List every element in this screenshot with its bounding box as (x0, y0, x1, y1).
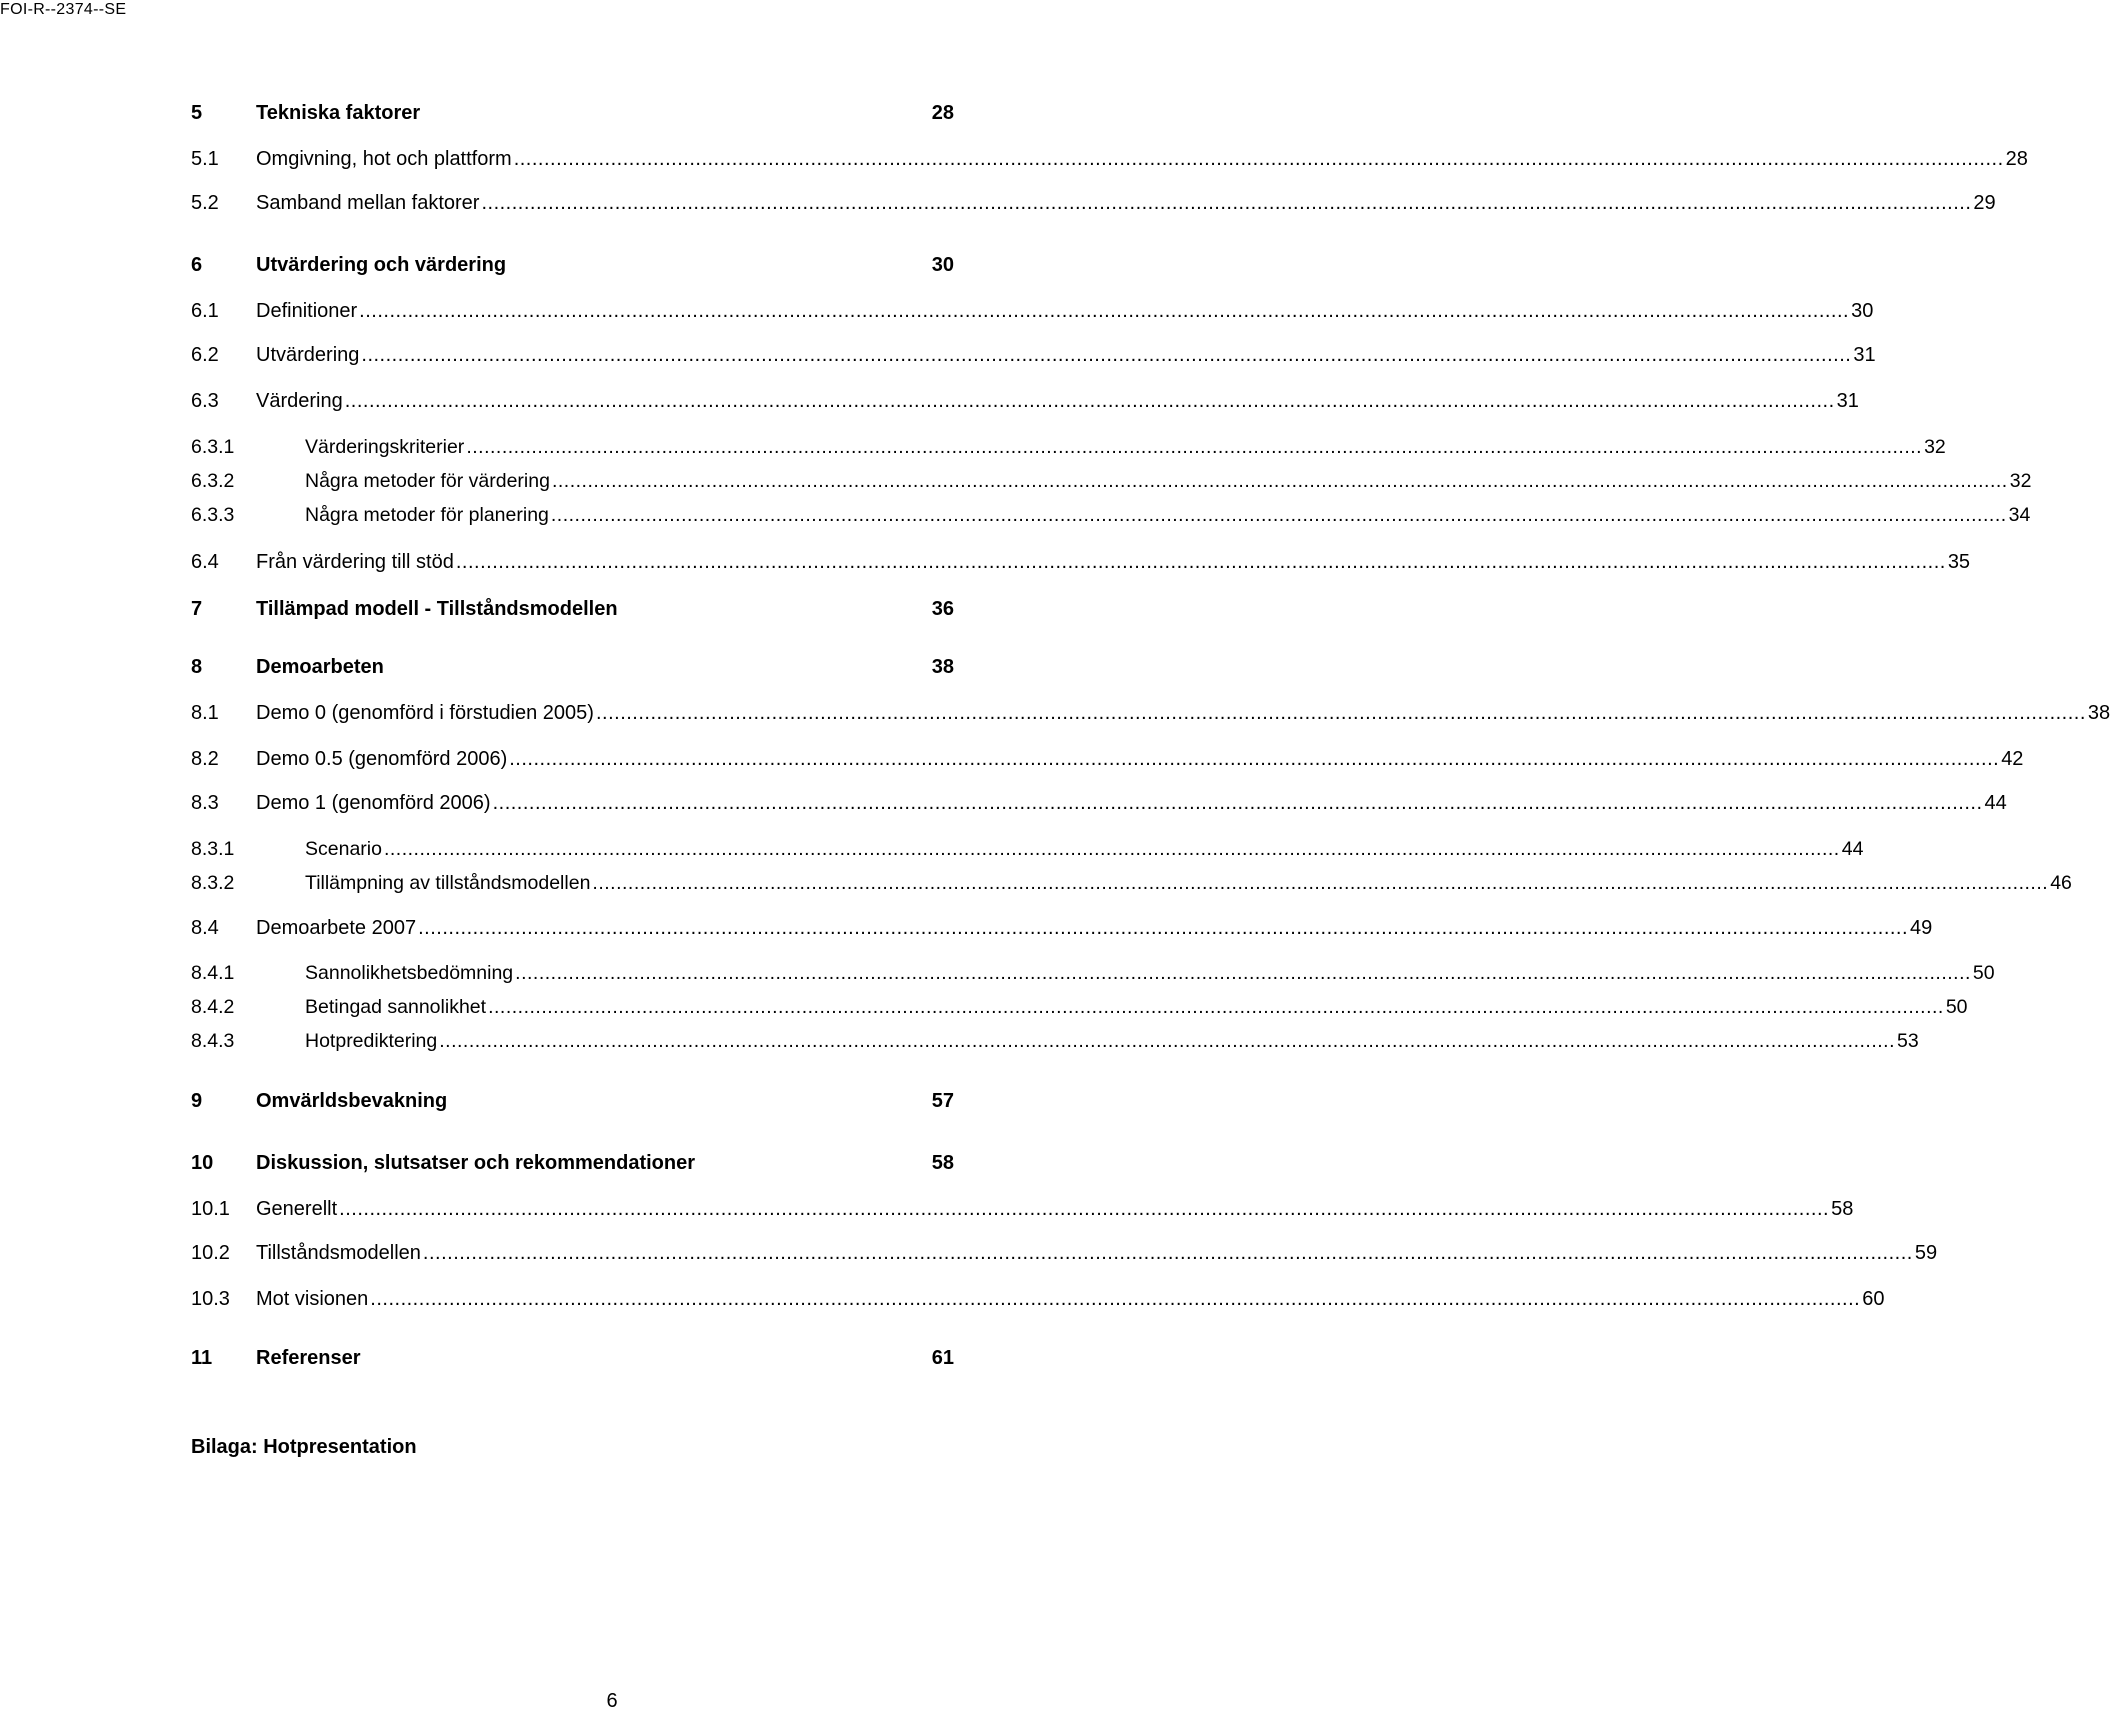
toc-dot-leader (515, 962, 1971, 985)
toc-entry-page: 42 (2001, 748, 2024, 770)
toc-entry-number: 6.1 (191, 300, 219, 322)
page-number: 6 (606, 1690, 618, 1712)
toc-entry-page: 53 (1897, 1030, 1919, 1052)
toc-entry[interactable] (191, 1288, 1885, 1318)
toc-entry-page: 44 (1841, 838, 1864, 860)
toc-entry-number: 8.4.2 (191, 996, 235, 1018)
toc-entry-page: 29 (1973, 192, 1996, 214)
toc-entry[interactable] (191, 1152, 954, 1182)
toc-dot-leader (481, 192, 1971, 215)
toc-entry[interactable] (191, 656, 954, 686)
toc-entry[interactable] (191, 390, 1859, 420)
toc-dot-leader (493, 792, 1983, 815)
toc-dot-leader (370, 1288, 1860, 1311)
toc-entry[interactable] (191, 551, 1971, 581)
toc-entry-number: 8.4.1 (191, 962, 235, 984)
toc-entry-number: 8.1 (191, 702, 219, 724)
toc-entry-page: 30 (931, 254, 954, 276)
toc-entry-number: 11 (191, 1347, 213, 1369)
toc-entry[interactable] (191, 598, 954, 628)
toc-entry-title: Scenario (305, 838, 382, 860)
toc-entry-title: Samband mellan faktorer (256, 192, 480, 214)
toc-entry-number: 8.4.3 (191, 1030, 235, 1052)
toc-entry-page: 58 (1831, 1198, 1854, 1220)
toc-entry-page: 38 (2087, 702, 2110, 724)
toc-entry-number: 5 (191, 102, 203, 124)
toc-dot-leader (596, 702, 2086, 725)
toc-entry-title: Demoarbeten (256, 656, 384, 678)
toc-entry-title: Några metoder för planering (305, 504, 549, 526)
toc-entry-page: 30 (1851, 300, 1874, 322)
toc-entry-page: 50 (1972, 962, 1995, 984)
toc-entry-title: Tillämpning av tillståndsmodellen (305, 872, 591, 894)
toc-entry-title: Demo 0.5 (genomförd 2006) (256, 748, 508, 770)
toc-entry-page: 35 (1947, 551, 1971, 573)
toc-dot-leader (488, 996, 1944, 1019)
toc-entry[interactable] (191, 344, 1876, 374)
toc-entry-number: 8 (191, 656, 203, 678)
toc-entry-number: 10 (191, 1152, 214, 1174)
toc-entry-number: 8.3.2 (191, 872, 235, 894)
toc-entry[interactable] (191, 872, 2072, 902)
toc-entry-number: 8.3.1 (191, 838, 235, 860)
toc-entry[interactable] (191, 300, 1874, 330)
toc-dot-leader (423, 1242, 1913, 1265)
toc-entry-number: 8.2 (191, 748, 219, 770)
toc-entry[interactable] (191, 148, 2028, 178)
annex-title: Bilaga: Hotpresentation (191, 1436, 417, 1458)
toc-entry-page: 44 (1984, 792, 2007, 814)
toc-entry-number: 10.1 (191, 1198, 230, 1220)
toc-entry[interactable] (191, 504, 2031, 534)
toc-dot-leader (439, 1030, 1895, 1053)
toc-entry[interactable] (191, 470, 2032, 500)
toc-entry-number: 9 (191, 1090, 203, 1112)
toc-dot-leader (359, 300, 1849, 323)
toc-entry-page: 58 (931, 1152, 954, 1174)
toc-entry-number: 8.3 (191, 792, 219, 814)
toc-dot-leader (418, 917, 1908, 940)
toc-entry-page: 31 (1836, 390, 1859, 412)
toc-entry-number: 6.3.3 (191, 504, 235, 526)
toc-entry-page: 50 (1945, 996, 1968, 1018)
toc-entry-number: 10.2 (191, 1242, 230, 1264)
toc-entry-page: 57 (931, 1090, 954, 1112)
toc-entry-page: 31 (1853, 344, 1876, 366)
toc-dot-leader (509, 748, 1999, 771)
toc-dot-leader (466, 436, 1922, 459)
toc-dot-leader (361, 344, 1851, 367)
toc-entry-number: 8.4 (191, 917, 219, 939)
toc-entry-number: 5.2 (191, 192, 219, 214)
toc-dot-leader (345, 390, 1835, 413)
toc-entry-number: 7 (191, 598, 203, 620)
toc-entry[interactable] (191, 917, 1933, 947)
toc-entry[interactable] (191, 996, 1968, 1026)
toc-dot-leader (551, 504, 2007, 527)
toc-entry-title: Referenser (256, 1347, 361, 1369)
toc-dot-leader (339, 1198, 1829, 1221)
toc-dot-leader (384, 838, 1840, 861)
toc-entry[interactable] (191, 1347, 954, 1377)
toc-entry-page: 49 (1910, 917, 1933, 939)
toc-entry[interactable] (191, 254, 954, 284)
toc-entry-title: Diskussion, slutsatser och rekommendationer (256, 1152, 696, 1174)
toc-entry-number: 6 (191, 254, 203, 276)
toc-entry-title: Hotprediktering (305, 1030, 438, 1052)
toc-entry-page: 59 (1914, 1242, 1938, 1264)
toc-dot-leader (456, 551, 1946, 574)
toc-entry-title: Utvärdering (256, 344, 360, 366)
toc-entry[interactable] (191, 792, 2007, 822)
toc-entry-title: Definitioner (256, 300, 358, 322)
toc-entry-title: Några metoder för värdering (305, 470, 550, 492)
toc-entry-title: Utvärdering och värdering (256, 254, 507, 276)
toc-entry-page: 61 (931, 1347, 954, 1369)
toc-entry[interactable] (191, 102, 954, 132)
toc-dot-leader (514, 148, 2004, 171)
report-id: FOI-R--2374--SE (0, 1, 127, 18)
toc-entry-title: Värdering (256, 390, 343, 412)
toc-entry-page: 32 (1924, 436, 1946, 458)
toc-entry-title: Betingad sannolikhet (305, 996, 487, 1018)
toc-entry[interactable] (191, 192, 1996, 222)
toc-entry-title: Tillståndsmodellen (256, 1242, 421, 1264)
toc-entry-title: Från värdering till stöd (256, 551, 454, 573)
toc-entry-number: 10.3 (191, 1288, 230, 1310)
toc-entry[interactable] (191, 1242, 1938, 1272)
toc-entry[interactable] (191, 1198, 1854, 1228)
toc-entry-title: Demo 0 (genomförd i förstudien 2005) (256, 702, 594, 724)
toc-entry-title: Generellt (256, 1198, 338, 1220)
toc-entry-page: 28 (2005, 148, 2028, 170)
toc-entry[interactable] (191, 838, 1864, 868)
toc-entry-page: 46 (2050, 872, 2072, 894)
toc-entry[interactable] (191, 748, 2024, 778)
toc-entry-title: Värderingskriterier (305, 436, 465, 458)
toc-entry-title: Demoarbete 2007 (256, 917, 417, 939)
toc-entry-title: Demo 1 (genomförd 2006) (256, 792, 491, 814)
toc-entry-number: 6.3.2 (191, 470, 235, 492)
toc-entry-page: 32 (2009, 470, 2032, 492)
toc-entry-title: Omvärldsbevakning (256, 1090, 448, 1112)
toc-entry[interactable] (191, 702, 2110, 732)
toc-entry-page: 28 (931, 102, 954, 124)
toc-entry-number: 6.3.1 (191, 436, 235, 458)
toc-entry[interactable] (191, 1090, 954, 1120)
toc-entry[interactable] (191, 1030, 1919, 1060)
toc-entry-title: Omgivning, hot och plattform (256, 148, 512, 170)
toc-entry-title: Tekniska faktorer (256, 102, 421, 124)
toc-entry-title: Sannolikhetsbedömning (305, 962, 514, 984)
toc-entry[interactable] (191, 962, 1995, 992)
toc-dot-leader (552, 470, 2008, 493)
toc-entry[interactable] (191, 436, 1946, 466)
toc-entry-title: Mot visionen (256, 1288, 369, 1310)
toc-entry-number: 6.4 (191, 551, 219, 573)
toc-entry-title: Tillämpad modell - Tillståndsmodellen (256, 598, 618, 620)
toc-entry-page: 60 (1862, 1288, 1885, 1310)
toc-dot-leader (592, 872, 2048, 895)
toc-entry-number: 6.3 (191, 390, 219, 412)
toc-entry-page: 36 (931, 598, 954, 620)
toc-entry-number: 6.2 (191, 344, 219, 366)
toc-entry-page: 38 (931, 656, 954, 678)
toc-entry-page: 34 (2008, 504, 2031, 526)
toc-entry-number: 5.1 (191, 148, 219, 170)
